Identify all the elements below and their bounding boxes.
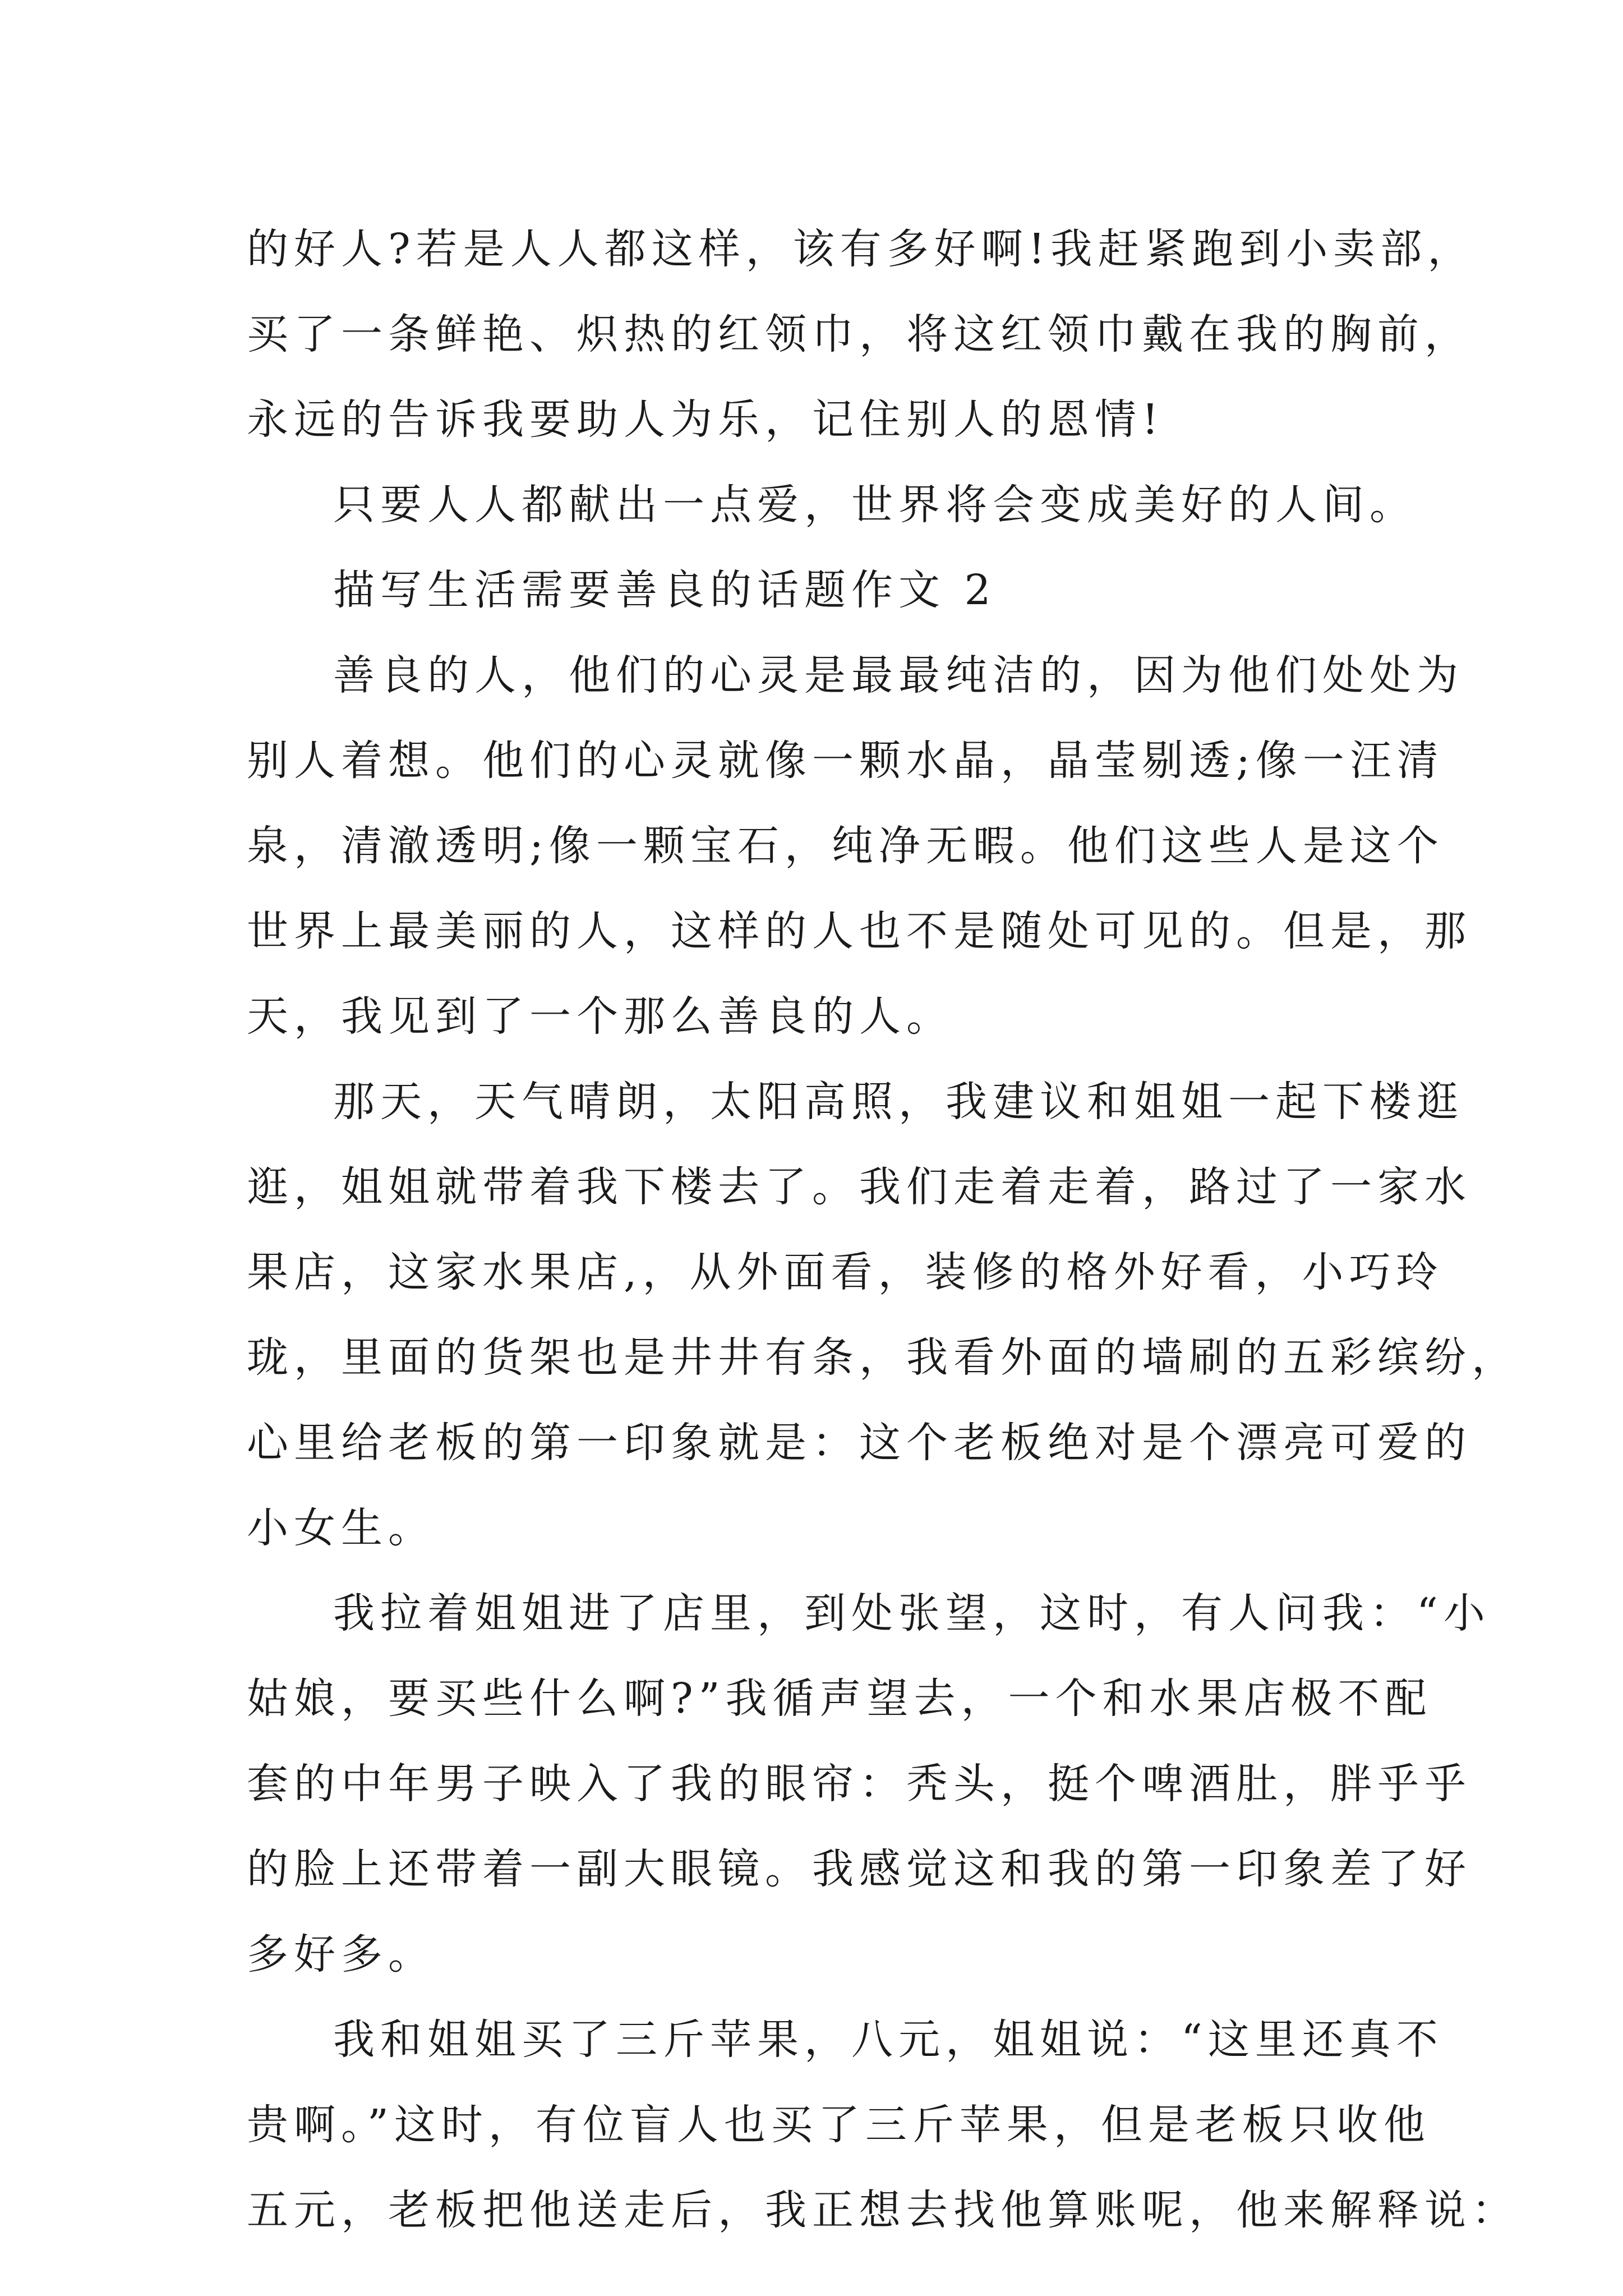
text-line: 只要人人都献出一点爱，世界将会变成美好的人间。 (333, 481, 1417, 529)
text-line: 别人着想。他们的心灵就像一颗水晶，晶莹剔透;像一汪清 (247, 737, 1444, 785)
document-body (247, 206, 1519, 2253)
text-line: 的好人?若是人人都这样，该有多好啊!我赶紧跑到小卖部， (247, 225, 1475, 273)
text-line: 贵啊。”这时，有位盲人也买了三斤苹果，但是老板只收他 (247, 2101, 1431, 2149)
text-line: 果店，这家水果店,，从外面看，装修的格外好看，小巧玲 (247, 1248, 1444, 1296)
text-line: 多好多。 (247, 1930, 435, 1978)
text-line: 买了一条鲜艳、炽热的红领巾，将这红领巾戴在我的胸前， (247, 310, 1472, 358)
text-line: 那天，天气晴朗，太阳高照，我建议和姐姐一起下楼逛 (333, 1078, 1464, 1126)
text-line: 逛，姐姐就带着我下楼去了。我们走着走着，路过了一家水 (247, 1163, 1472, 1211)
text-line: 我和姐姐买了三斤苹果，八元，姐姐说：“这里还真不 (333, 2016, 1444, 2064)
text-line: 我拉着姐姐进了店里，到处张望，这时，有人问我：“小 (333, 1589, 1491, 1637)
text-line: 姑娘，要买些什么啊?”我循声望去，一个和水果店极不配 (247, 1674, 1432, 1723)
text-line: 的脸上还带着一副大眼镜。我感觉这和我的第一印象差了好 (247, 1845, 1472, 1893)
text-line: 珑，里面的货架也是井井有条，我看外面的墙刷的五彩缤纷， (247, 1333, 1519, 1382)
text-line: 世界上最美丽的人，这样的人也不是随处可见的。但是，那 (247, 907, 1472, 955)
section-heading: 描写生活需要善良的话题作文 2 (333, 566, 997, 614)
text-line: 套的中年男子映入了我的眼帘：秃头，挺个啤酒肚，胖乎乎 (247, 1760, 1472, 1808)
text-line: 小女生。 (247, 1504, 435, 1552)
text-line: 永远的告诉我要助人为乐，记住别人的恩情! (247, 395, 1164, 444)
text-line: 五元，老板把他送走后，我正想去找他算账呢，他来解释说： (247, 2186, 1519, 2234)
text-line: 善良的人，他们的心灵是最最纯洁的，因为他们处处为 (333, 651, 1464, 700)
text-line: 天，我见到了一个那么善良的人。 (247, 992, 953, 1041)
text-line: 泉，清澈透明;像一颗宝石，纯净无暇。他们这些人是这个 (247, 822, 1444, 870)
text-line: 心里给老板的第一印象就是：这个老板绝对是个漂亮可爱的 (247, 1419, 1472, 1467)
